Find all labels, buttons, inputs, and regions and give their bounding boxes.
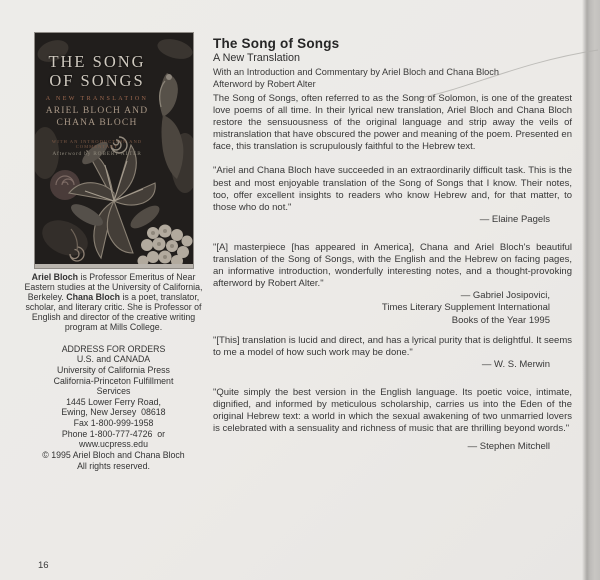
cover-afterword-line: Afterword by ROBERT ALTER — [52, 150, 142, 157]
copyright-line: © 1995 Ariel Bloch and Chana Bloch — [42, 450, 185, 461]
review-quote: "Ariel and Chana Bloch have succeeded in an extraordinarily difficult task. This is the best and most enjoyable translation of the Song of Songs that I know. Their notes, too, offer excellent insights to readers who know Hebrew and, for that matter, to those who do not." — [213, 165, 572, 213]
review-attribution: — Elaine Pagels — [479, 213, 550, 225]
address-line: Ewing, New Jersey 08618 — [61, 407, 166, 418]
main-column — [213, 36, 572, 453]
address-line: 1445 Lower Ferry Road, — [66, 396, 161, 407]
cover-text-block — [41, 53, 153, 157]
review-attribution: — Stephen Mitchell — [467, 441, 550, 453]
cover-authors: ARIEL BLOCH AND CHANA BLOCH — [45, 105, 149, 128]
review-source: Books of the Year 1995 — [451, 314, 550, 326]
rights-line: All rights reserved. — [77, 460, 150, 471]
cover-title: THE SONG OF SONGS — [48, 52, 146, 90]
page-number: 16 — [38, 560, 49, 571]
address-line: University of California Press — [57, 364, 170, 375]
address-line: U.S. and CANADA — [76, 354, 151, 365]
introduction-credit: With an Introduction and Commentary by Ariel Bloch and Chana Bloch — [213, 67, 499, 77]
review-quote: "[This] translation is lucid and direct, and has a lyrical purity that is delightful. It seems to me a model of how such work may be done." — [213, 334, 572, 358]
review-quote: "[A] masterpiece [has appeared in America], Chana and Ariel Bloch's beautiful translation of the Song of Songs, with the English and the Hebrew on facing pages, an informative introduction, wonderfully interesting notes, and a thought-provoking afterword by Robert Alter." — [213, 241, 572, 290]
author-bio: Ariel Bloch is Professor Emeritus of Near Eastern studies at the University of California, Berkeley. Chana Bloch is a poet, translator, scholar, and literary critic. She is Professor of English and director of the creative writing program at Mills College. — [24, 272, 203, 332]
address-website-line: www.ucpress.edu — [79, 439, 148, 450]
address-phone-line: Phone 1-800-777-4726 or — [61, 428, 166, 439]
review-attribution: — W. S. Merwin — [481, 358, 550, 370]
left-column — [22, 33, 205, 471]
afterword-credit: Afterword by Robert Alter — [213, 78, 316, 89]
review-attribution: — Gabriel Josipovici, — [460, 290, 550, 302]
book-description: The Song of Songs, often referred to as the Song of Solomon, is one of the greatest love poems of all time. In their lyrical new translation, Ariel Bloch and Chana Bloch restore the sensuousness of the original language and strip away the veils of mistranslation that have obscured the power and meaning of the poem. Presented en face, this translation is scrupulously faithful to the Hebrew text. — [213, 93, 572, 153]
book-subtitle: A New Translation — [213, 52, 301, 64]
review-quote: "Quite simply the best version in the English language. Its poetic voice, intimate, dignified, and informed by meticulous scholarship, carries us into the Eden of the original Hebrew text: a world in which the sexual awakening of two unmarried lovers is celebrated with a sensuality and richness of music that are thrilling beyond words." — [213, 386, 572, 435]
address-line: Services — [96, 386, 131, 397]
address-fax-line: Fax 1-800-999-1958 — [73, 418, 154, 429]
order-address-block — [22, 344, 205, 472]
author-name-ariel-bloch: Ariel Bloch — [31, 272, 79, 282]
review-source: Times Literary Supplement International — [381, 302, 550, 314]
address-line: California-Princeton Fulfillment — [53, 375, 174, 386]
address-line: ADDRESS FOR ORDERS — [61, 343, 166, 354]
scan-edge-shadow — [582, 0, 600, 580]
page-title: The Song of Songs — [213, 36, 340, 51]
cover-credit-line: WITH AN INTRODUCTION AND COMMENTARY — [51, 138, 143, 149]
author-name-chana-bloch: Chana Bloch — [66, 291, 120, 302]
cover-subtitle: A NEW TRANSLATION — [45, 95, 149, 102]
book-cover-image — [35, 33, 193, 268]
